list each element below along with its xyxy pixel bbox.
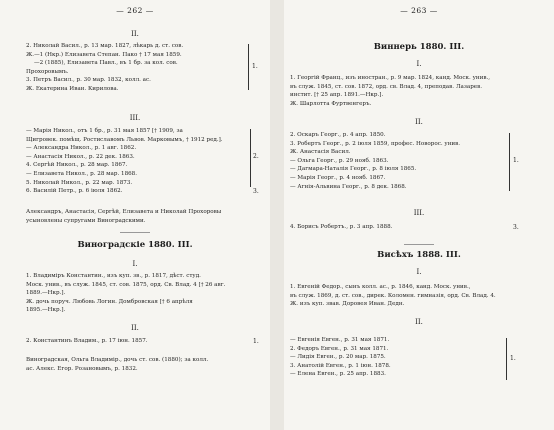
entry-line: Щигровек. помѣщ. Ростиславомъ Львов. Марковымъ, † 1912 ред.].: [26, 136, 223, 143]
generation-heading: II.: [131, 30, 139, 38]
entry-line: — Александра Никол., р. 1 авг. 1862.: [26, 145, 137, 152]
entry-line: инстит. [† 25 апр. 1891.—Нкр.].: [290, 92, 384, 99]
bracket-number: 1.: [510, 355, 516, 362]
entry-line: — Елена Евген., р. 25 апр. 1883.: [290, 371, 386, 378]
entry-block: [290, 283, 496, 309]
entry-line: 2. Оскаръ Георг., р. 4 апр. 1850.: [290, 132, 386, 138]
entry-block: [290, 131, 460, 191]
entry-line: — Марія Никол., отъ 1 бр., р. 31 мая 1857 [† 1909, за: [26, 128, 183, 134]
bracket-number: 1.: [252, 63, 258, 70]
entry-line: Ж. Шарлотта Фуртвенгеръ.: [290, 100, 372, 107]
entry-line: 3. Анатолій Евген., р. 1 іюн. 1878.: [290, 362, 391, 369]
entry-block: [290, 336, 391, 379]
entry-line: — Лидія Евген., р. 20 мар. 1875.: [290, 354, 386, 361]
generation-heading: I.: [416, 268, 422, 276]
entry-block: [290, 223, 392, 232]
bracket-number: 1.: [253, 338, 259, 345]
note-block: [26, 356, 208, 373]
entry-line: въ служ. 1869, д. ст. сов., дирек. Коломен. гимназія, орд. Св. Влад. 4.: [290, 292, 496, 299]
entry-line: — Евгенія Евген., р. 31 мая 1871.: [290, 337, 390, 343]
entry-line: — Елизавета Никол., р. 28 мар. 1868.: [26, 170, 138, 177]
entry-line: Ж. Екатерина Иван. Кирилова.: [26, 85, 119, 92]
generation-heading: III.: [129, 114, 141, 122]
entry-line: Ж. дочь поруч. Любовь Логин. Домбровская [† 6 апрѣля: [26, 298, 193, 305]
entry-line: Прохоровымъ.: [26, 68, 69, 75]
note-line: Виноградская, Ольга Владимір., дочь ст. сов. (1880); за колл.: [26, 357, 209, 363]
left-page: [0, 0, 270, 430]
entry-line: 1. Евгеній Федор., сынъ колл. ас., р. 1846, канд. Моск. унив.,: [290, 284, 471, 290]
generation-heading: II.: [415, 318, 423, 326]
bracket-number: 1.: [513, 157, 519, 164]
family-title: Висѣхъ 1888. III.: [377, 250, 461, 260]
note-block: [26, 208, 221, 225]
entry-line: 6. Василій Петр., р. 6 іюля 1862.: [26, 188, 123, 195]
entry-line: 2. Федоръ Евген., р. 31 мая 1871.: [290, 345, 389, 352]
entry-line: 4. Сергѣй Никол., р. 28 мар. 1867.: [26, 162, 128, 169]
entry-line: 1. Георгій Франц., изъ иностран., р. 9 мар. 1824, канд. Моск. унив.,: [290, 75, 491, 81]
entry-block: [26, 42, 183, 94]
page-number: — 263 —: [400, 6, 438, 15]
generation-heading: II.: [415, 118, 423, 126]
bracket: [250, 129, 251, 187]
generation-heading: I.: [132, 260, 138, 268]
entry-line: — Анастасія Никол., р. 22 дек. 1863.: [26, 153, 135, 160]
bracket-number: 2.: [253, 153, 259, 160]
entry-line: —2 (1885), Елизавета Павл., въ 1 бр. за кол. сов.: [34, 60, 178, 67]
entry-block: [26, 127, 223, 196]
entry-line: 1895.—Нкр.].: [26, 307, 66, 314]
entry-line: 1. Владиміръ Константин., изъ куп. зв., р. 1817, дѣст. студ.: [26, 273, 201, 279]
page-number: — 262 —: [116, 6, 154, 15]
family-title: Виннерь 1880. III.: [373, 42, 465, 52]
book-gutter: [270, 0, 284, 430]
entry-line: въ служ. 1845, ст. сов. 1872, орд. св. Влад. 4, преподав. Лазарев.: [290, 83, 483, 90]
bracket: [509, 133, 510, 191]
entry-line: Ж. Анастасія Васил.: [290, 149, 351, 156]
generation-heading: I.: [416, 60, 422, 68]
entry-line: — Марія Георг., р. 4 нояб. 1867.: [290, 174, 386, 181]
note-line: Александръ, Анастасія, Сергѣй, Елизавета и Николай Прохоровы: [26, 209, 222, 215]
entry-line: Ж.—1 (Нкр.) Елизавета Степан. Пако † 17 мая 1859.: [26, 51, 182, 58]
bracket-number: 3.: [253, 188, 259, 195]
family-title: Виноградскіе 1880. III.: [77, 240, 193, 250]
note-line: усыновлены супругами Виноградскими.: [26, 217, 146, 224]
entry-line: 1889.—Нкр.].: [26, 290, 66, 297]
entry-line: Моск. унив., въ служ. 1845, ст. сов. 1875, орд. Св. Влад. 4 [† 26 авг.: [26, 281, 226, 288]
note-line: ас. Алекс. Егор. Розановымъ, р. 1832.: [26, 365, 138, 372]
entry-block: [26, 272, 225, 315]
entry-line: 4. Борисъ Робертъ., р. 3 апр. 1888.: [290, 224, 393, 230]
entry-line: 5. Николай Никол., р. 22 мар. 1873.: [26, 179, 133, 186]
entry-line: — Агнія-Альвина Георг., р. 8 дек. 1868.: [290, 183, 407, 190]
bracket: [248, 44, 249, 90]
divider: [404, 244, 434, 245]
generation-heading: III.: [413, 209, 425, 217]
divider: [120, 232, 150, 233]
entry-line: — Дагмара-Наталія Георг., р. 8 іюля 1865.: [290, 166, 417, 173]
entry-line: 3. Робертъ Георг., р. 2 іюля 1859, профес. Новорос. унив.: [290, 140, 461, 147]
bracket-number: 3.: [513, 224, 519, 231]
generation-heading: II.: [131, 324, 139, 332]
entry-line: — Ольга Георг., р. 29 нояб. 1863.: [290, 157, 389, 164]
entry-line: 2. Константинъ Владим., р. 17 іюн. 1857.: [26, 338, 148, 344]
bracket: [506, 338, 507, 380]
entry-line: Ж. изъ куп. звав. Доровея Иван. Дедн.: [290, 301, 405, 308]
entry-block: [290, 74, 490, 108]
entry-block: [26, 337, 148, 346]
entry-line: 2. Николай Васил., р. 13 мар. 1827, лѣкарь д. ст. сов.: [26, 43, 184, 49]
right-page: [284, 0, 554, 430]
entry-line: 3. Петръ Васил., р. 30 мар. 1832, колл. ас.: [26, 77, 151, 84]
